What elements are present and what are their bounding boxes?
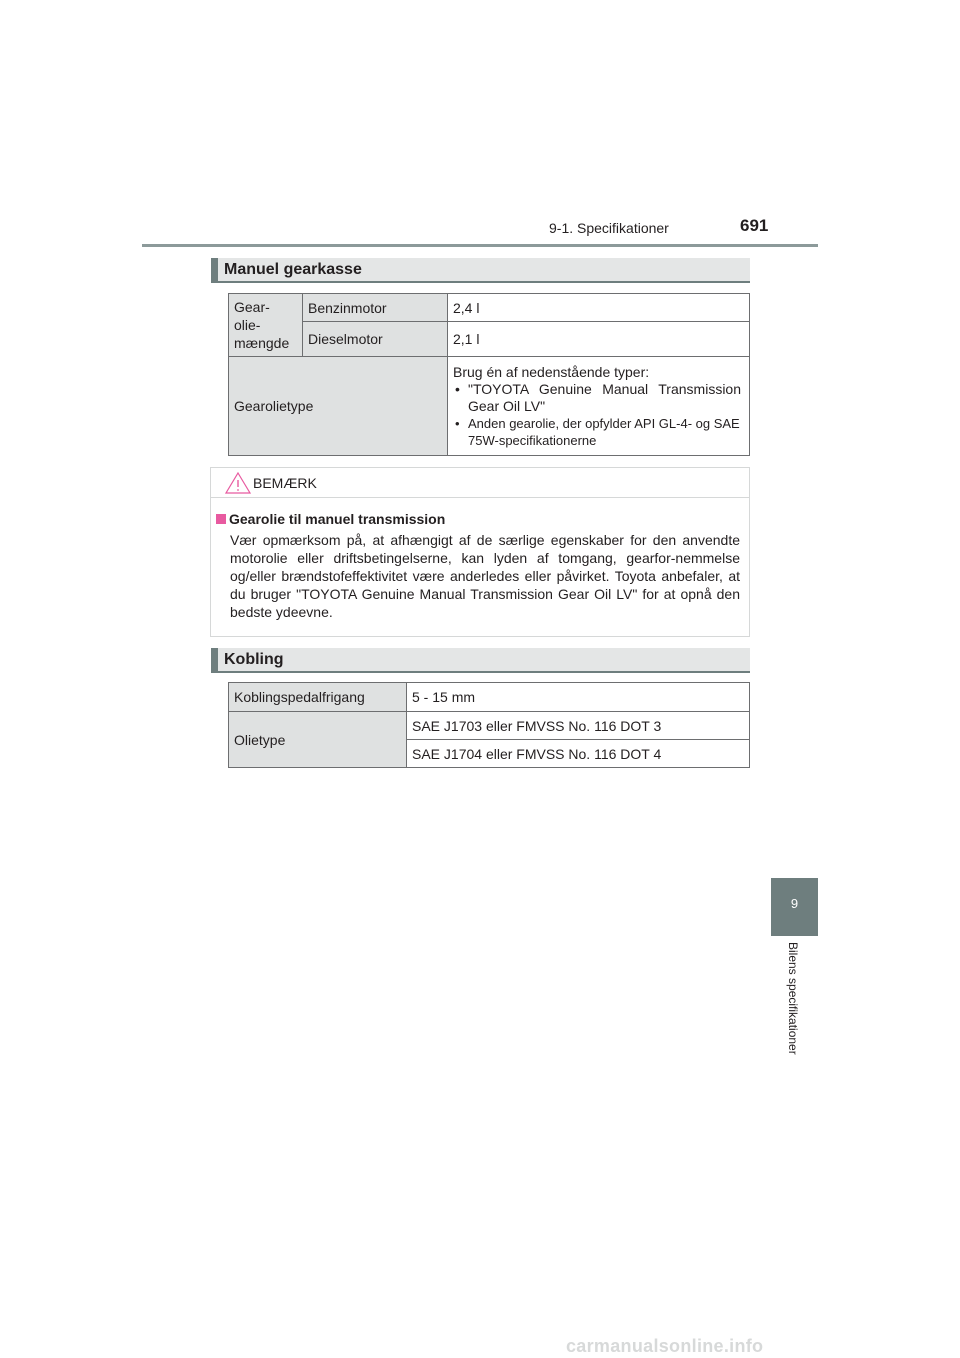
footer-watermark: carmanualsonline.info <box>566 1336 764 1356</box>
header-section: 9-1. Specifikationer <box>549 220 669 236</box>
oil-value: SAE J1704 eller FMVSS No. 116 DOT 4 <box>407 740 750 768</box>
chapter-number: 9 <box>790 896 799 911</box>
notice-box <box>210 467 750 637</box>
notice-subtitle-text: Gearolie til manuel transmission <box>229 511 446 527</box>
oil-type-value <box>448 357 750 456</box>
notice-header <box>211 468 749 498</box>
page-number: 691 <box>740 216 769 235</box>
oil-type-intro: Brug én af nedenstående typer: <box>453 363 650 380</box>
engine-label: Dieselmotor <box>303 322 448 357</box>
section-title-text: Kobling <box>224 651 284 668</box>
oil-type-list <box>453 381 741 449</box>
section-title-text: Manuel gearkasse <box>224 261 362 278</box>
warning-icon <box>225 472 251 494</box>
oil-label: Olietype <box>229 712 407 768</box>
chapter-tab <box>771 878 818 936</box>
chapter-label: Bilens specifikationer <box>786 942 800 1055</box>
table-row <box>229 683 750 712</box>
oil-type-label: Gearolietype <box>229 357 448 456</box>
engine-value: 2,1 l <box>448 322 750 357</box>
pedal-value: 5 - 15 mm <box>407 683 750 712</box>
clutch-table <box>228 682 750 768</box>
quantity-label: Gear- olie- mængde <box>229 294 303 357</box>
notice-body: Vær opmærksom på, at afhængigt af de særlige egenskaber for den anvendte motorolie eller driftsbetingelserne, kan lyden af tomgang, gearfor-nemmelse og/eller brændstofeffektivitet være anderledes eller påvirket. Toyota anbefaler, at du bruger "TOYOTA Genuine Manual Transmission Gear Oil LV" for at opnå den bedste ydeevne. <box>230 532 740 620</box>
engine-value: 2,4 l <box>448 294 750 322</box>
engine-label: Benzinmotor <box>303 294 448 322</box>
section-title-clutch <box>211 648 750 673</box>
square-bullet-icon <box>216 514 226 524</box>
list-item: • Anden gearolie, der opfylder API GL-4- og SAE 75W-specifikationerne <box>453 415 741 449</box>
pedal-label: Koblingspedalfrigang <box>229 683 407 712</box>
list-item: • "TOYOTA Genuine Manual Transmission Gear Oil LV" <box>453 381 741 415</box>
table-row <box>229 712 750 740</box>
table-row <box>229 294 750 322</box>
notice-subtitle <box>216 511 445 527</box>
oil-value: SAE J1703 eller FMVSS No. 116 DOT 3 <box>407 712 750 740</box>
table-row <box>229 357 750 456</box>
header-divider <box>142 244 818 247</box>
manual-gearbox-table <box>228 293 750 456</box>
notice-title: BEMÆRK <box>253 475 317 491</box>
section-title-manual-gearbox <box>211 258 750 283</box>
table-row <box>229 322 750 357</box>
